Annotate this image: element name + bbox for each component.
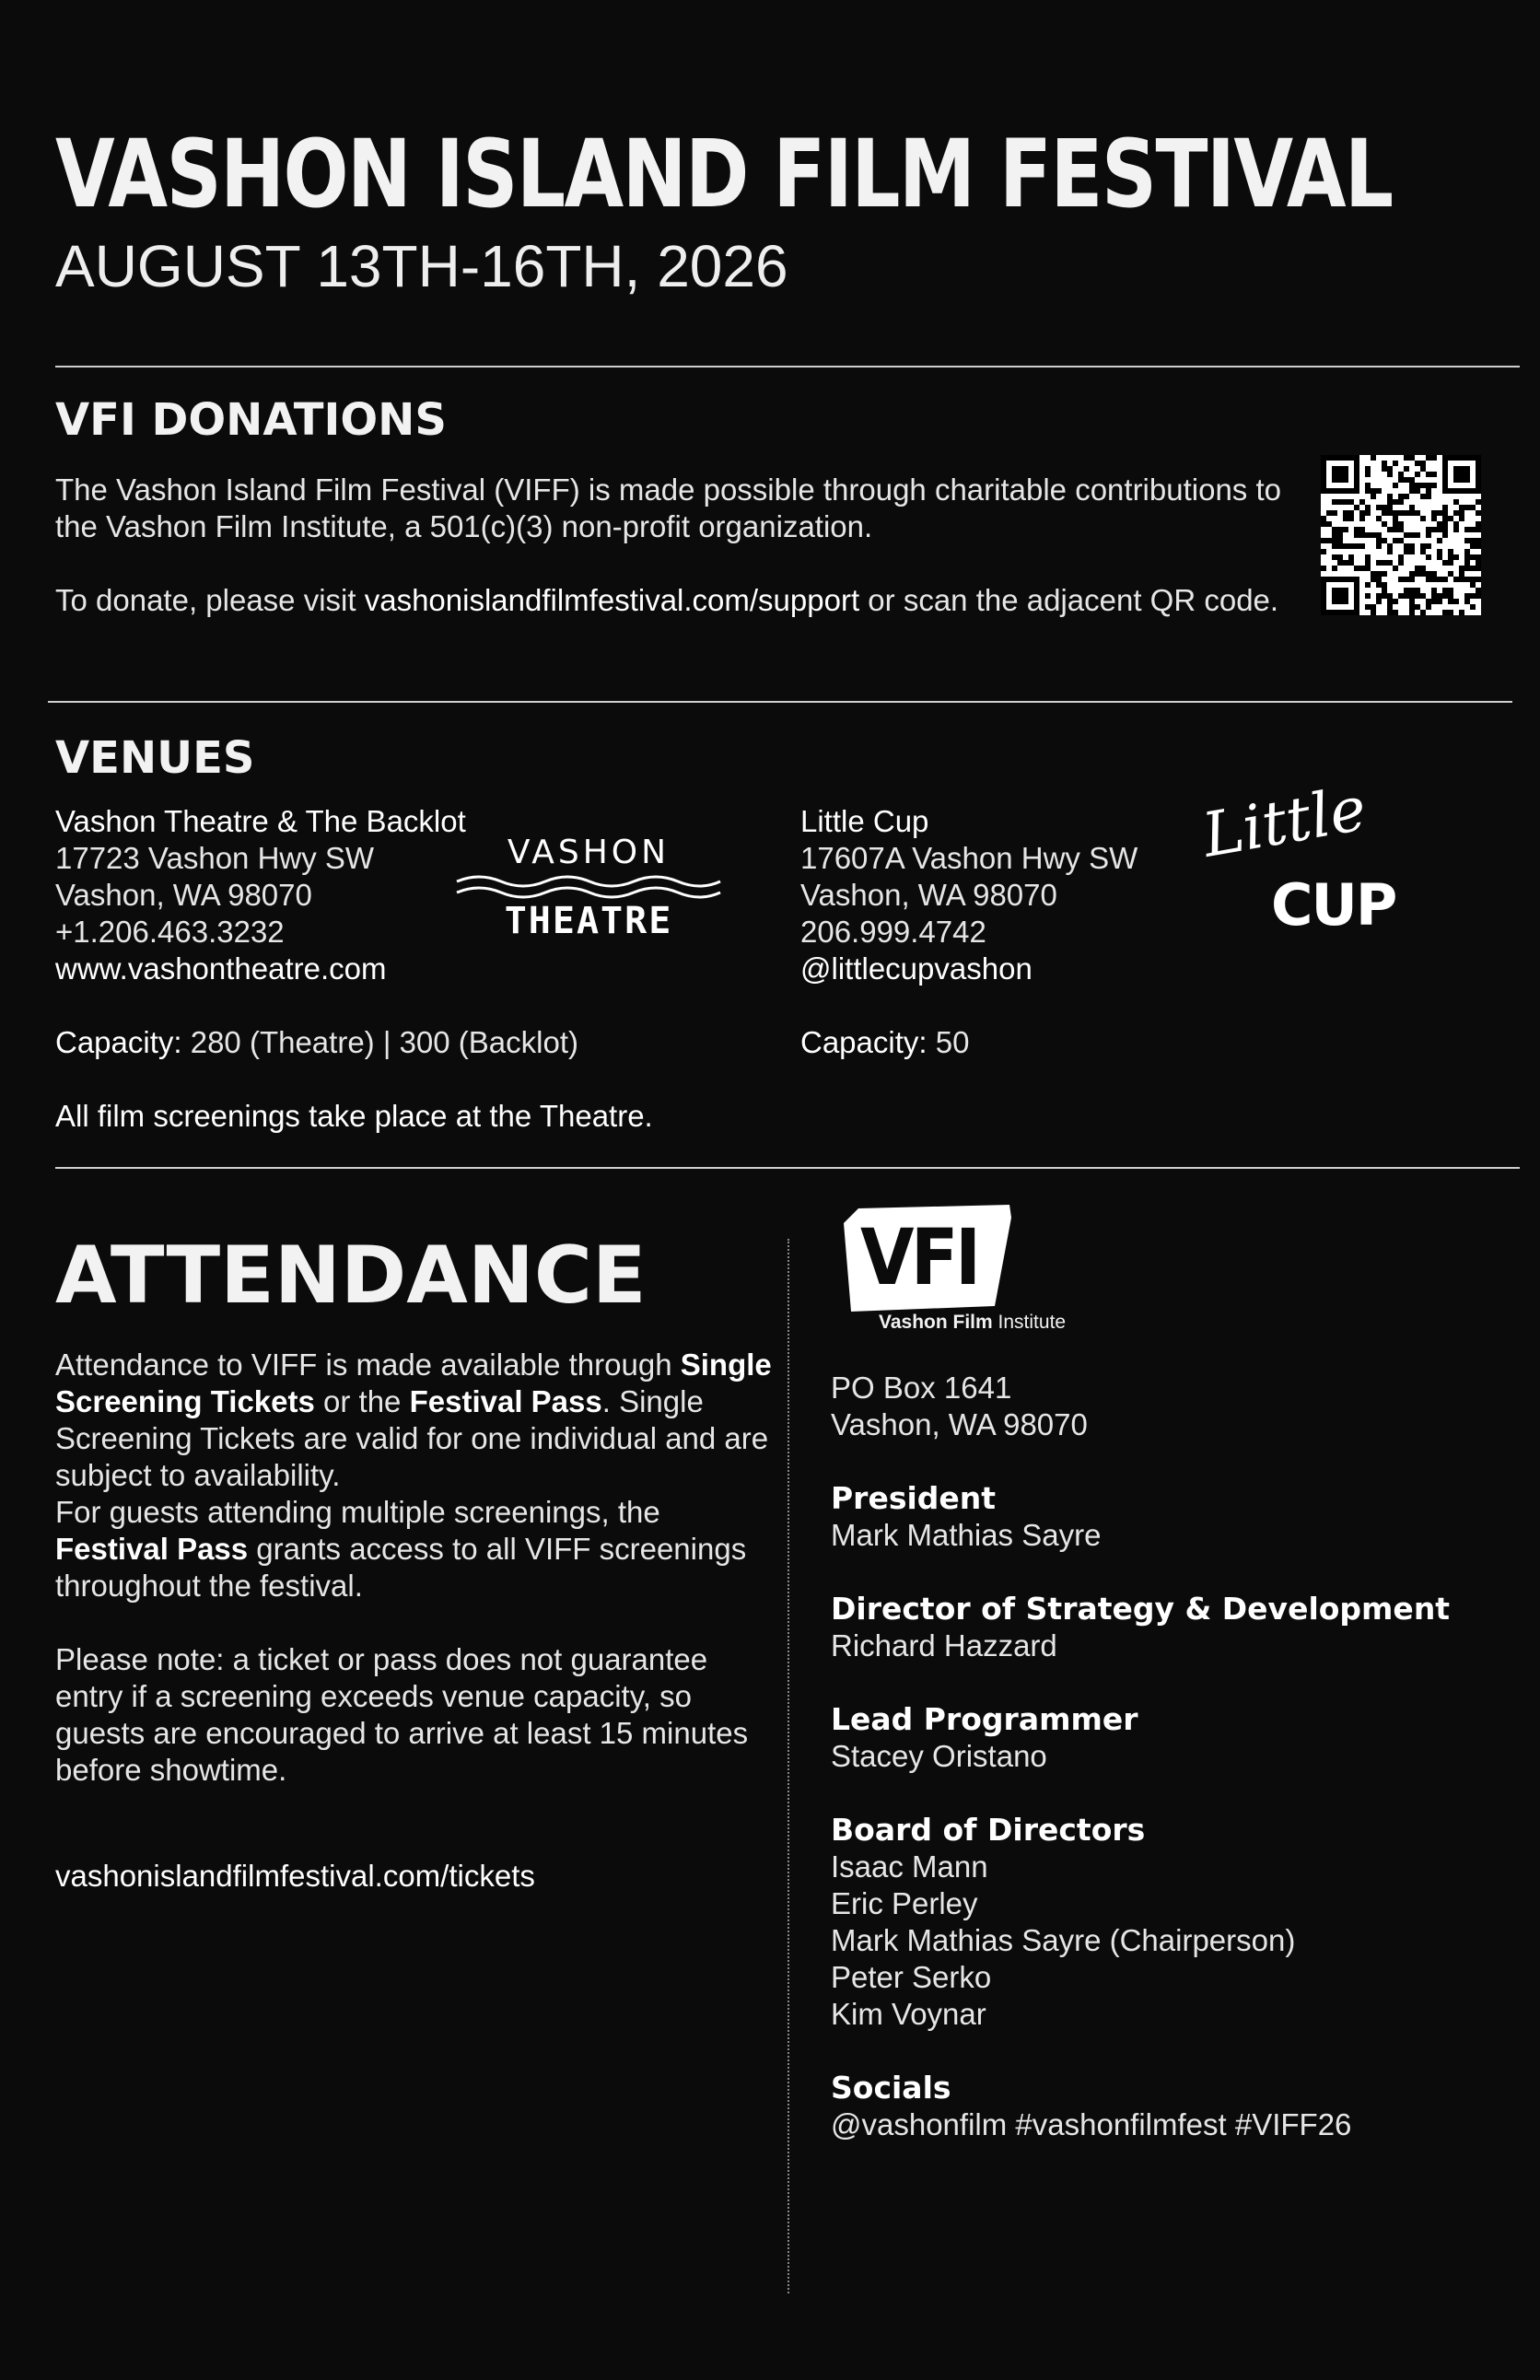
attendance-text: . Single Screening Tickets are valid for one individual and are subject to availability. bbox=[55, 1384, 769, 1492]
donations-text: The Vashon Island Film Festival (VIFF) is made possible through charitable contributions to the Vashon Film Institute, a 501(c)(3) non-profit organization. bbox=[55, 472, 1281, 543]
vashon-theatre-logo-top: VASHON bbox=[507, 834, 671, 871]
little-cup-logo-bottom: CUP bbox=[1271, 871, 1396, 939]
board-member: Eric Perley bbox=[831, 1886, 978, 1920]
attendance-text: Attendance to VIFF is made available through bbox=[55, 1348, 681, 1382]
programmer-label: Lead Programmer bbox=[831, 1701, 1138, 1737]
president-name: Mark Mathias Sayre bbox=[831, 1518, 1102, 1552]
vfi-logo bbox=[840, 1205, 1098, 1334]
vfi-logo-caption bbox=[879, 1312, 1066, 1334]
attendance-paragraph-3: Please note: a ticket or pass does not guarantee entry if a screening exceeds venue capacity, so guests are encouraged to arrive at least 15 minutes before showtime. bbox=[55, 1642, 749, 1787]
festival-dates: AUGUST 13TH-16TH, 2026 bbox=[55, 233, 788, 299]
vashon-theatre-logo-bottom: THEATRE bbox=[504, 900, 673, 942]
socials-label: Socials bbox=[831, 2070, 951, 2106]
vfi-logo-text: VFI bbox=[860, 1212, 978, 1302]
little-cup-info bbox=[800, 803, 1138, 987]
tickets-link[interactable]: vashonislandfilmfestival.com/tickets bbox=[55, 1859, 535, 1893]
vfi-logo-caption-rest: Institute bbox=[992, 1312, 1067, 1333]
attendance-paragraph-1 bbox=[55, 1347, 774, 1494]
attendance-paragraph-2 bbox=[55, 1494, 774, 1604]
director-name: Richard Hazzard bbox=[831, 1628, 1057, 1662]
theatre-phone: +1.206.463.3232 bbox=[55, 915, 285, 949]
theatre-name: Vashon Theatre & The Backlot bbox=[55, 804, 466, 838]
attendance-emphasis: Festival Pass bbox=[55, 1532, 249, 1566]
donations-visit-post: or scan the adjacent QR code. bbox=[859, 583, 1279, 617]
little-cup-capacity-label: Capacity: bbox=[800, 1025, 928, 1059]
donations-heading: VFI DONATIONS bbox=[55, 394, 447, 446]
little-cup-logo bbox=[1197, 773, 1437, 949]
donations-visit-pre: To donate, please visit bbox=[55, 583, 365, 617]
column-divider bbox=[788, 1239, 789, 2293]
donations-visit-text bbox=[55, 582, 1308, 619]
little-cup-address2: Vashon, WA 98070 bbox=[800, 878, 1057, 912]
little-cup-capacity-value: 50 bbox=[927, 1025, 970, 1059]
little-cup-social[interactable]: @littlecupvashon bbox=[800, 951, 1032, 986]
divider bbox=[55, 1167, 1520, 1169]
board-member: Kim Voynar bbox=[831, 1997, 986, 2031]
board-member: Peter Serko bbox=[831, 1960, 992, 1994]
festival-title: VASHON ISLAND FILM FESTIVAL bbox=[55, 120, 1393, 229]
socials-handles: @vashonfilm #vashonfilmfest #VIFF26 bbox=[831, 2107, 1352, 2141]
qr-code-icon[interactable] bbox=[1321, 455, 1481, 615]
little-cup-phone: 206.999.4742 bbox=[800, 915, 986, 949]
venues-heading: VENUES bbox=[55, 732, 255, 784]
wave-lines-icon bbox=[455, 874, 722, 900]
attendance-text: or the bbox=[314, 1384, 410, 1418]
programmer-name: Stacey Oristano bbox=[831, 1739, 1047, 1773]
little-cup-address1: 17607A Vashon Hwy SW bbox=[800, 841, 1138, 875]
theatre-capacity-label: Capacity: bbox=[55, 1025, 182, 1059]
theatre-info bbox=[55, 803, 466, 987]
little-cup-logo-top: Little bbox=[1197, 773, 1371, 871]
theatre-address2: Vashon, WA 98070 bbox=[55, 878, 312, 912]
divider bbox=[55, 366, 1520, 368]
screenings-note: All film screenings take place at the Theatre. bbox=[55, 1099, 653, 1133]
institute-info bbox=[831, 1370, 1494, 2143]
attendance-emphasis: Festival Pass bbox=[409, 1384, 602, 1418]
president-label: President bbox=[831, 1480, 997, 1516]
attendance-text: For guests attending multiple screenings, the bbox=[55, 1495, 660, 1529]
theatre-capacity-value: 280 (Theatre) | 300 (Backlot) bbox=[181, 1025, 578, 1059]
vashon-theatre-logo bbox=[455, 834, 722, 944]
theatre-website[interactable]: www.vashontheatre.com bbox=[55, 951, 387, 986]
board-member: Isaac Mann bbox=[831, 1849, 988, 1884]
vfi-logo-caption-bold: Vashon Film bbox=[879, 1312, 993, 1333]
little-cup-capacity bbox=[800, 1024, 969, 1061]
theatre-address1: 17723 Vashon Hwy SW bbox=[55, 841, 375, 875]
theatre-capacity bbox=[55, 1024, 578, 1061]
institute-address2: Vashon, WA 98070 bbox=[831, 1407, 1088, 1441]
attendance-text: grants access to all VIFF screenings throughout the festival. bbox=[55, 1532, 747, 1603]
board-label: Board of Directors bbox=[831, 1812, 1146, 1848]
divider bbox=[48, 701, 1512, 703]
director-label: Director of Strategy & Development bbox=[831, 1591, 1451, 1627]
board-member: Mark Mathias Sayre (Chairperson) bbox=[831, 1923, 1296, 1957]
institute-address1: PO Box 1641 bbox=[831, 1371, 1012, 1405]
little-cup-name: Little Cup bbox=[800, 804, 929, 838]
support-link[interactable]: vashonislandfilmfestival.com/support bbox=[364, 583, 860, 617]
attendance-emphasis: Single Screening Tickets bbox=[55, 1348, 772, 1418]
attendance-heading: ATTENDANCE bbox=[55, 1230, 647, 1322]
